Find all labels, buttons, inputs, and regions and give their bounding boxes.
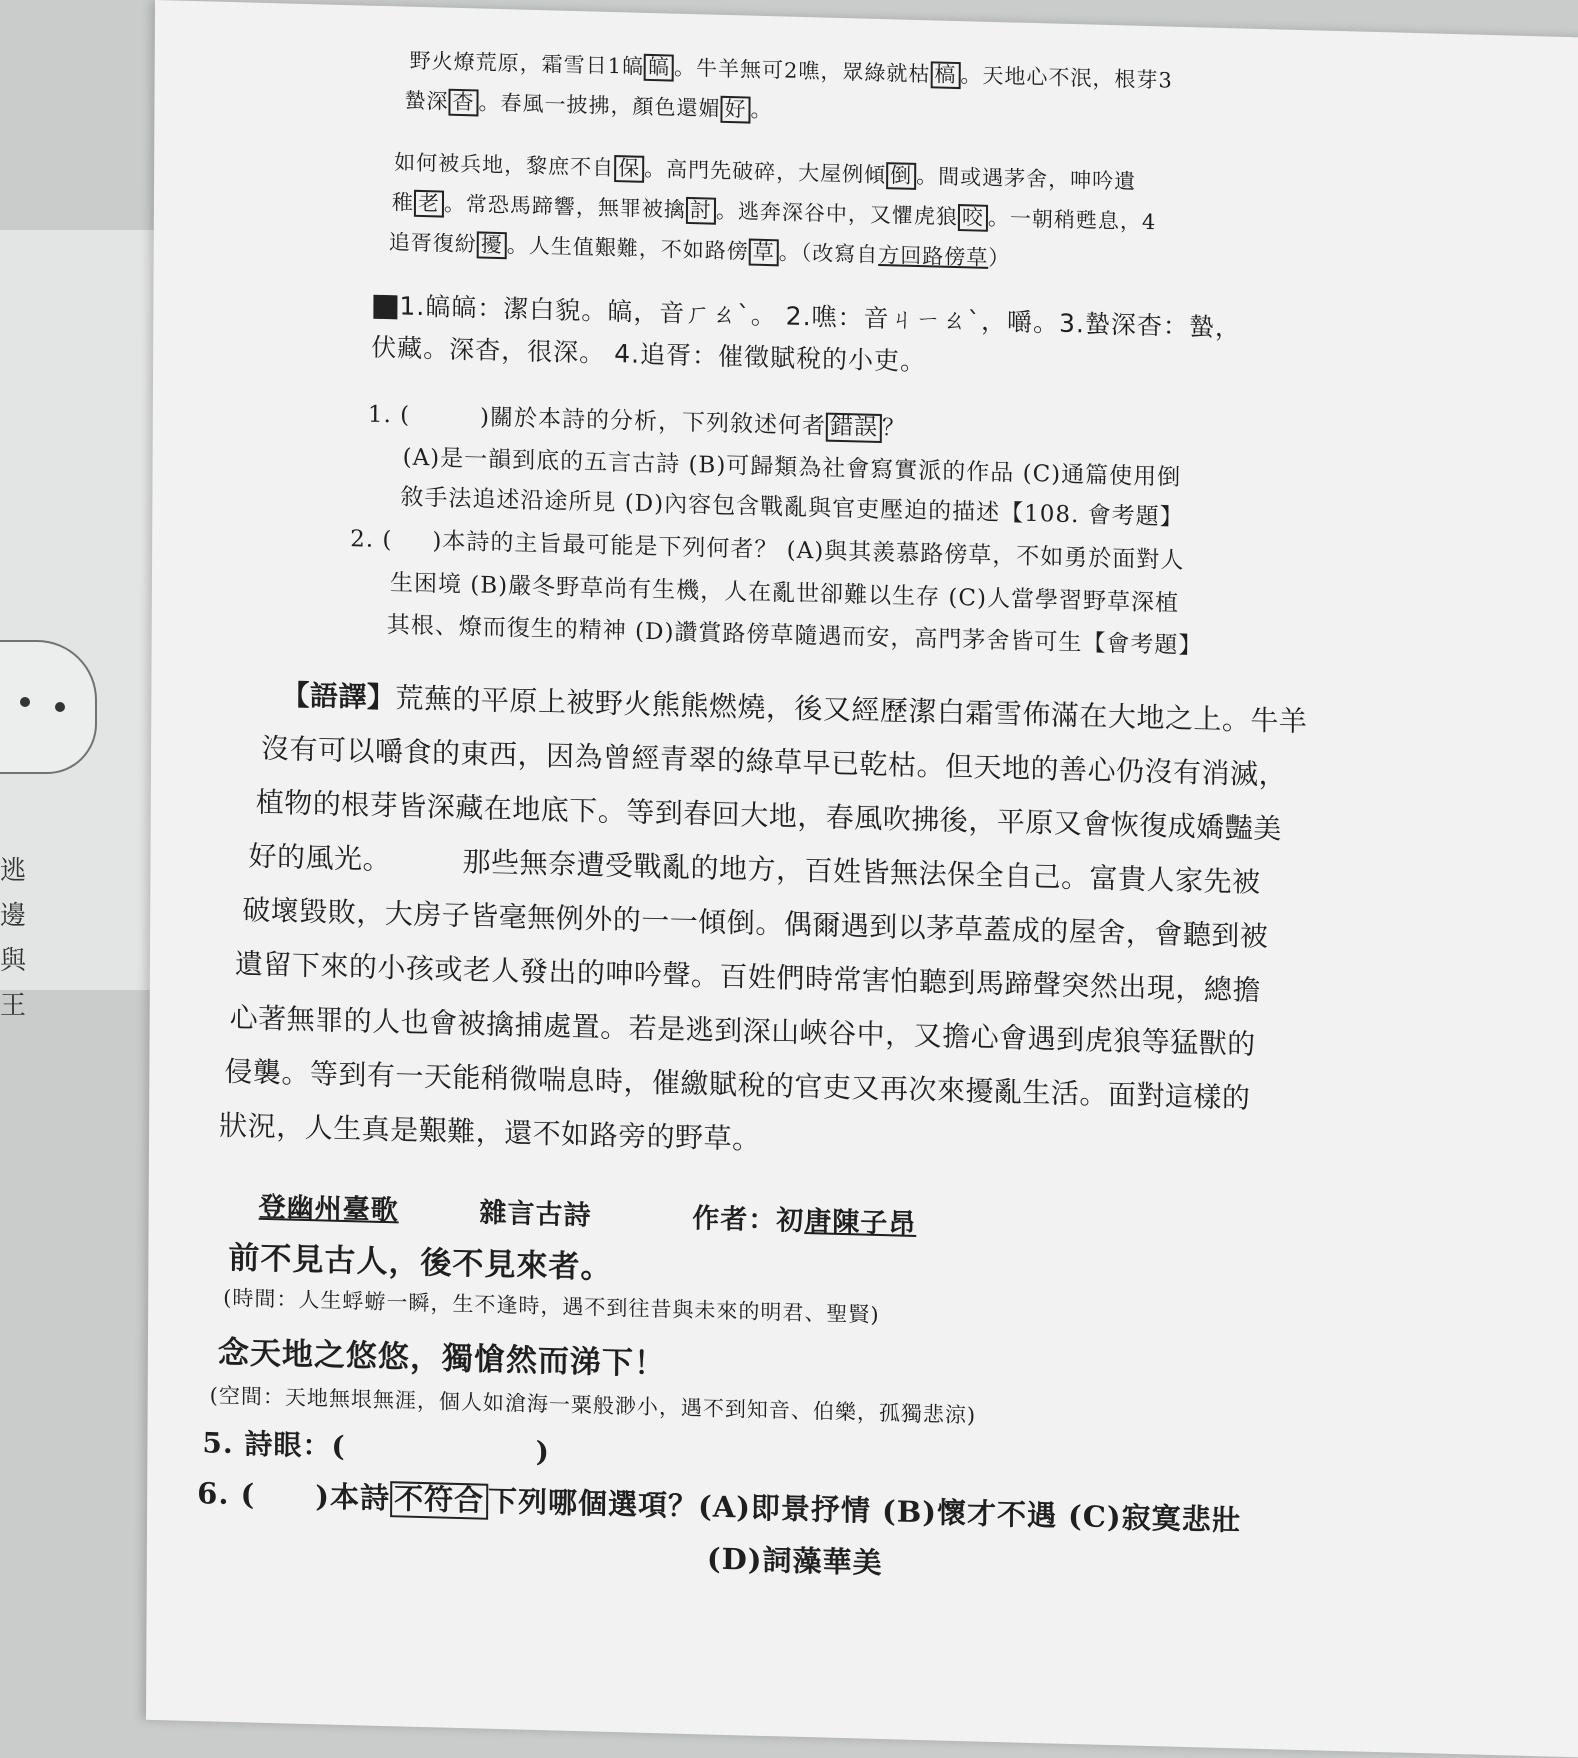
- translation-line: 狀況，人生真是艱難，還不如路旁的野草。: [219, 1108, 761, 1156]
- under-page-text: 逃: [0, 856, 27, 886]
- question-6-option-d: (D)詞藻華美: [706, 1541, 883, 1581]
- poem2-note: (時間：人生蜉蝣一瞬，生不逢時，遇不到往昔與未來的明君、聖賢): [223, 1285, 880, 1327]
- poem-line: 稚 老 。常恐馬蹄響，無罪被擒 討 。逃奔深谷中，又懼虎狼 咬 。一朝稍甦息，4: [391, 190, 1157, 235]
- worksheet-page: [146, 0, 1578, 1757]
- question-5: 5. 詩眼：( ): [202, 1426, 551, 1469]
- poem-line: 蟄深 杳 。春風一披拂，顏色還媚 好 。: [404, 88, 773, 123]
- poem2-heading: 登幽州臺歌 雜言古詩 作者：初唐陳子昂: [258, 1191, 917, 1240]
- poem-author: 唐陳子昂: [804, 1206, 917, 1240]
- translation-line: 侵襲。等到有一天能稍微喘息時，催繳賦稅的官吏又再次來擾亂生活。面對這樣的: [224, 1054, 1251, 1115]
- answer-blank[interactable]: [392, 547, 432, 548]
- translation-line: 好的風光。 那些無奈遭受戰亂的地方，百姓皆無法保全自己。富貴人家先被: [248, 839, 1261, 899]
- under-page-text: 邊: [0, 901, 27, 931]
- poem2-line: 念天地之悠悠，獨愴然而涕下！: [217, 1334, 667, 1383]
- question-1-options: (A)是一韻到底的五言古詩 (B)可歸類為社會寫實派的作品 (C)通篇使用倒: [402, 444, 1182, 491]
- question-2-options: 其根、燎而復生的精神 (D)讚賞路傍草隨遇而安，高門茅舍皆可生【會考題】: [386, 612, 1203, 660]
- translation-line: 【語譯】荒蕪的平原上被野火熊熊燃燒，後又經歷潔白霜雪佈滿在大地之上。牛羊: [281, 678, 1308, 739]
- answer-blank[interactable]: [255, 1505, 315, 1507]
- under-page-text: 王: [0, 991, 27, 1021]
- answer-blank[interactable]: [410, 423, 480, 425]
- poem-line: 野火燎荒原，霜雪日1皜 皜 。牛羊無可2噍，眾綠就枯 槁 。天地心不泯，根芽3: [409, 48, 1173, 93]
- poem-form: 雜言古詩: [479, 1197, 592, 1232]
- mascot-eye-icon: [20, 697, 30, 707]
- translation-line: 破壞毀敗，大房子皆毫無例外的一一傾倒。偶爾遇到以茅草蓋成的屋舍，會聽到被: [242, 893, 1269, 954]
- mascot-eye-icon: [55, 702, 65, 712]
- annotation-line: 伏藏。深杳，很深。 4.追胥：催徵賦稅的小吏。: [371, 332, 927, 377]
- question-1-options: 敘手法追述沿途所見 (D)內容包含戰亂與官吏壓迫的描述【108. 會考題】: [400, 484, 1184, 531]
- note-icon: [373, 295, 397, 320]
- question-2: 2. ( )本詩的主旨最可能是下列何者？ (A)與其羨慕路傍草，不如勇於面對人: [350, 526, 1185, 574]
- question-6: 6. ( )本詩 不符合 下列哪個選項？(A)即景抒情 (B)懷才不遇 (C)寂寞悲壯: [197, 1476, 1242, 1538]
- poem-title: 登幽州臺歌: [258, 1191, 399, 1227]
- translation-line: 植物的根芽皆深藏在地底下。等到春回大地，春風吹拂後，平原又會恢復成嬌豔美: [255, 785, 1282, 846]
- poem-line: 追胥復紛 擾 。人生值艱難，不如路傍 草 。（改寫自方回路傍草）: [388, 230, 1011, 271]
- under-page-text: 與: [0, 946, 27, 976]
- translation-line: 遺留下來的小孩或老人發出的呻吟聲。百姓們時常害怕聽到馬蹄聲突然出現，總擔: [234, 947, 1262, 1007]
- poem2-note: (空間：天地無垠無涯，個人如滄海一粟般渺小，遇不到知音、伯樂，孤獨悲涼): [209, 1383, 977, 1428]
- annotation-line: 1.皜皜：潔白貌。皜，音ㄏㄠˋ。 2.噍：音ㄐㄧㄠˋ，嚼。3.蟄深杳：蟄，: [373, 286, 1241, 345]
- translation-line: 心著無罪的人也會被擒捕處置。若是逃到深山峽谷中，又擔心會遇到虎狼等猛獸的: [229, 1000, 1256, 1061]
- poem2-line: 前不見古人，後不見來者。: [228, 1239, 613, 1286]
- translation-line: 沒有可以嚼食的東西，因為曾經青翠的綠草早已乾枯。但天地的善心仍沒有消滅，: [261, 731, 1288, 792]
- answer-blank[interactable]: [346, 1456, 536, 1461]
- mascot-illustration: [0, 640, 97, 774]
- question-2-options: 生困境 (B)嚴冬野草尚有生機，人在亂世卻難以生存 (C)人當學習野草深植: [389, 570, 1180, 617]
- poem-line: 如何被兵地，黎庶不自 保 。高門先破碎，大屋例傾 倒 。間或遇茅舍，呻吟遺: [394, 150, 1137, 194]
- question-1: 1. ( )關於本詩的分析，下列敘述何者 錯誤 ？: [367, 401, 907, 442]
